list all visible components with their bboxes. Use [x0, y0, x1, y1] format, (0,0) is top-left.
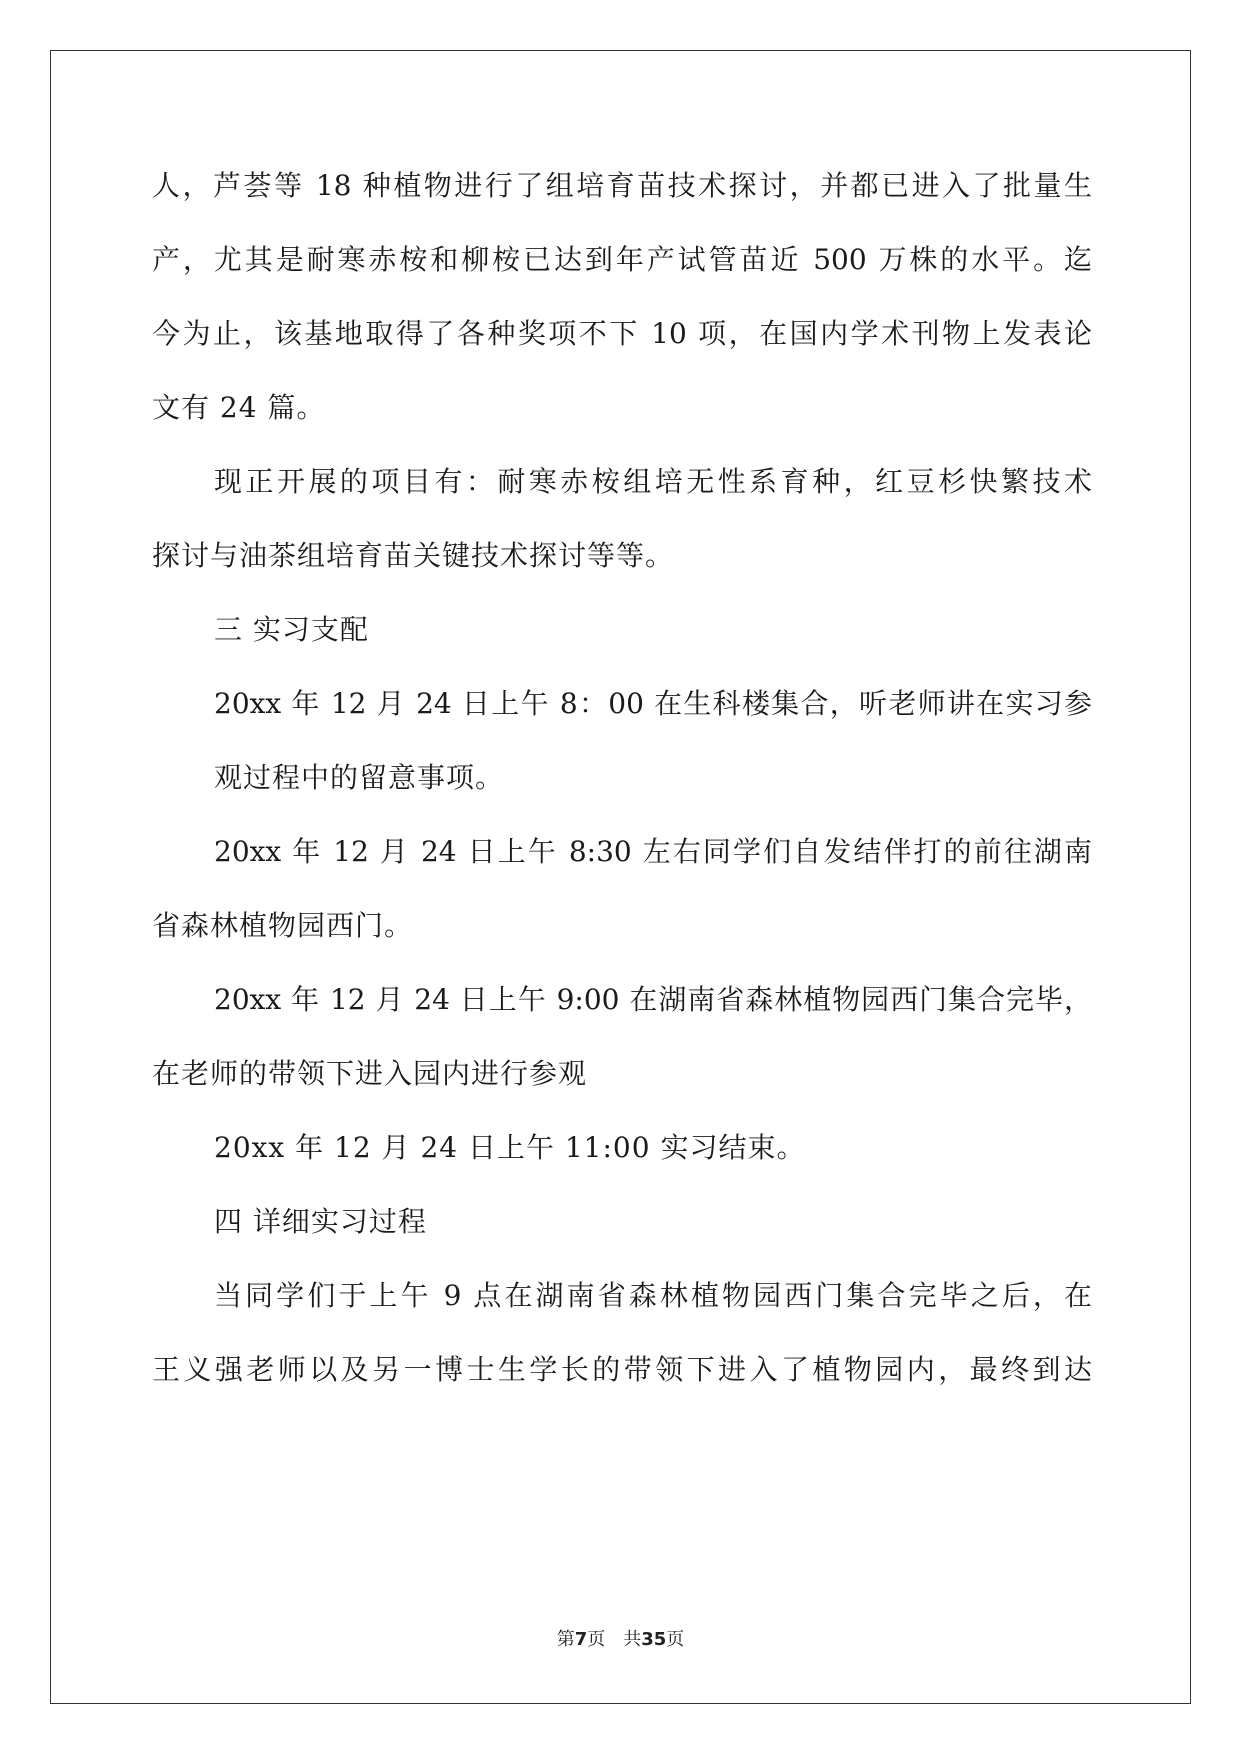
page-total: 35	[641, 1629, 667, 1650]
schedule-line-1-cont: 观过程中的留意事项。	[214, 761, 505, 794]
section-heading-4: 四 详细实习过程	[214, 1205, 427, 1238]
schedule-line-4: 20xx 年 12 月 24 日上午 11:00 实习结束。	[214, 1131, 806, 1164]
paragraph-line-6: 探讨与油茶组培育苗关键技术探讨等等。	[152, 539, 675, 572]
paragraph-line-4: 文有 24 篇。	[152, 391, 326, 424]
schedule-line-1: 20xx 年 12 月 24 日上午 8：00 在生科楼集合，听老师讲在实习参	[214, 687, 1092, 720]
page-unit: 页	[587, 1629, 606, 1650]
total-prefix: 共	[623, 1629, 642, 1650]
paragraph-line-1: 人，芦荟等 18 种植物进行了组培育苗技术探讨，并都已进入了批量生	[152, 169, 1092, 202]
page-current: 7	[574, 1629, 588, 1650]
section-heading-3: 三 实习支配	[214, 613, 369, 646]
paragraph-line-3: 今为止，该基地取得了各种奖项不下 10 项，在国内学术刊物上发表论	[152, 317, 1092, 350]
paragraph-line-2: 产，尤其是耐寒赤桉和柳桉已达到年产试管苗近 500 万株的水平。迄	[152, 243, 1092, 276]
page-footer	[0, 1628, 1241, 1652]
schedule-line-2: 20xx 年 12 月 24 日上午 8:30 左右同学们自发结伴打的前往湖南	[214, 835, 1092, 868]
paragraph-line-7: 当同学们于上午 9 点在湖南省森林植物园西门集合完毕之后，在	[214, 1279, 1092, 1312]
paragraph-line-5: 现正开展的项目有：耐寒赤桉组培无性系育种，红豆杉快繁技术	[214, 465, 1092, 498]
page-prefix: 第	[556, 1629, 575, 1650]
schedule-line-2-cont: 省森林植物园西门。	[152, 909, 414, 942]
schedule-line-3-cont: 在老师的带领下进入园内进行参观	[152, 1057, 588, 1090]
total-unit: 页	[666, 1629, 685, 1650]
paragraph-line-8: 王义强老师以及另一博士生学长的带领下进入了植物园内，最终到达	[152, 1353, 1092, 1386]
schedule-line-3: 20xx 年 12 月 24 日上午 9:00 在湖南省森林植物园西门集合完毕，	[214, 983, 1092, 1016]
page-border	[50, 50, 1191, 1704]
